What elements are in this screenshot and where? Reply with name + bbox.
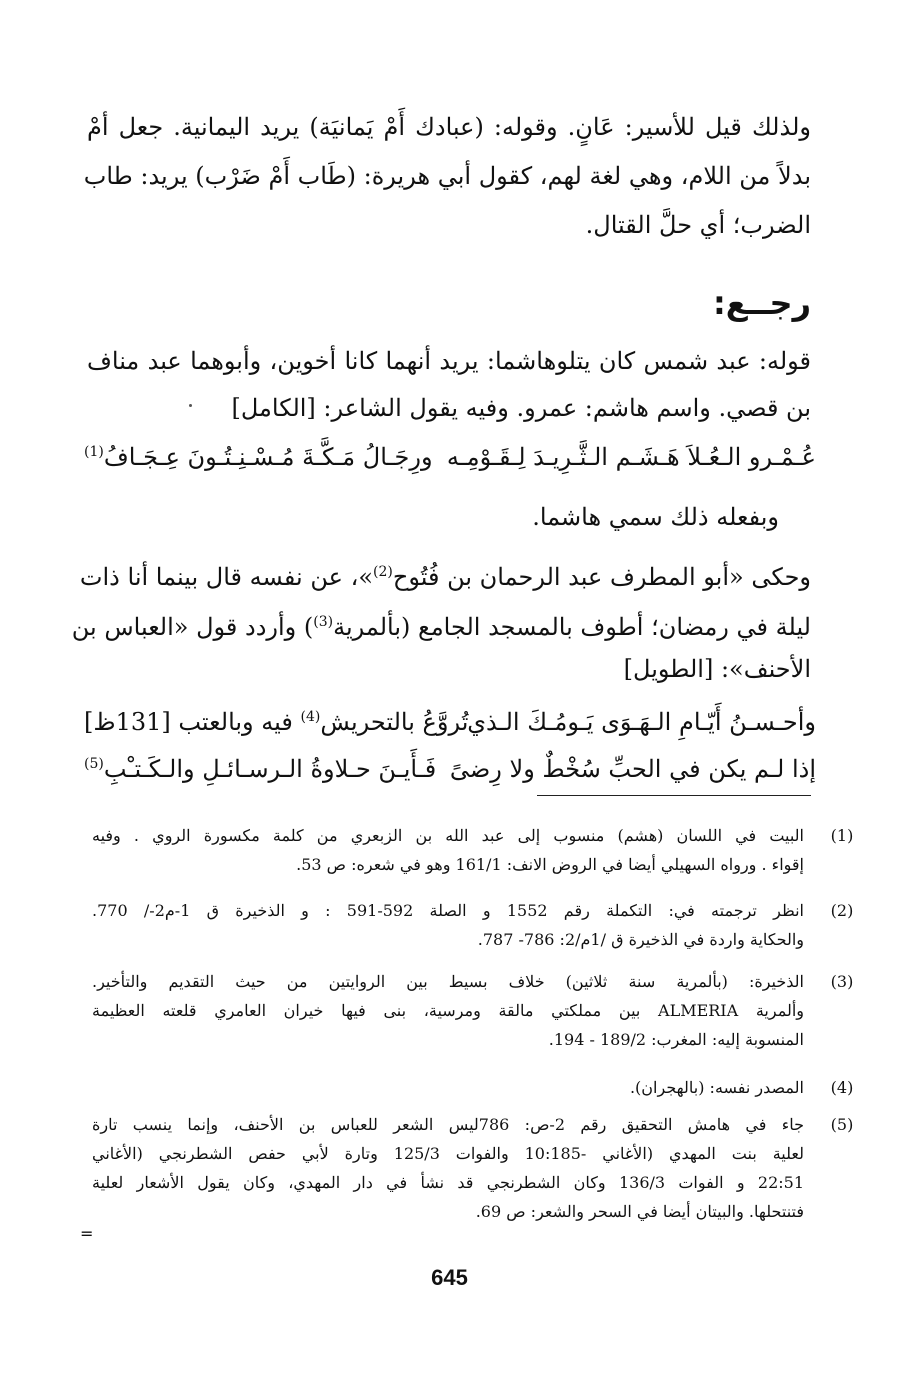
verse-1 [84, 438, 816, 476]
footnote-5-number: (5) [830, 1115, 854, 1134]
paragraph-3-line-1-part-b: »، عن نفسه قال بينما أنا ذات [79, 563, 373, 591]
paragraph-3-line-2 [71, 610, 811, 644]
paragraph-3-line-1-part-a: وحكى «أبو المطرف عبد الرحمان بن فُتُوح [392, 563, 811, 591]
footnote-5-body [92, 1110, 804, 1226]
verse-3-second-text: فَـأَيـنَ حـلاوةُ الـرسـائـلِ والـكَـتـْبِ [103, 755, 437, 783]
verse-1-first-hemistich [447, 438, 816, 476]
paragraph-3-line-2-part-b: ) وأردد قول «العباس بن [71, 613, 314, 641]
footnote-2-body [92, 896, 804, 954]
verse-1-first-text: عُـمْـرو الـعُـلاَ هَـشَـم الـثَّـرِيـدَ لِـقَـوْمِـه [446, 443, 816, 471]
page-speck [189, 404, 192, 407]
footnote-3-number: (3) [830, 972, 854, 991]
verse-2-second-hemistich [84, 703, 468, 741]
footnote-1-body [92, 821, 804, 879]
footnote-5 [92, 1110, 862, 1226]
verse-3 [84, 750, 816, 788]
verse-1-second-text: ورِجَـالُ مَـكَّـةَ مُـسْـنِـتُـونَ عِـجَـافُ [103, 443, 433, 471]
footnote-2-line-2: والحكاية واردة في الذخيرة ق /1م/2: 786- 787. [477, 930, 804, 949]
verse-3-first-hemistich [450, 750, 816, 788]
footnote-1-line-2: إقواء . ورواه السهيلي أيضا في الروض الانف: 161/1 وهو في شعره: ص 53. [296, 855, 804, 874]
paragraph-3-line-2-part-a: ليلة في رمضان؛ أطوف بالمسجد الجامع (بألمرية [333, 613, 811, 641]
footnote-2-number: (2) [830, 901, 854, 920]
footnote-ref-4: (4) [300, 709, 321, 725]
page-number: 645 [431, 1265, 468, 1290]
verse-2 [84, 703, 816, 741]
footnote-ref-3: (3) [313, 614, 334, 630]
footnote-4-number: (4) [830, 1078, 854, 1097]
footnote-5-line-3: 22:51 و الفوات 136/3 وكان الشطرنجي قد نشأ في دار المهدي، وكان يقول الأشعار لعلية [92, 1173, 804, 1192]
verse-3-first-text: إذا لـم يكن في الحبِّ سُخْطٌ ولا رِضىً [449, 755, 816, 783]
section-heading: رجــع: [712, 284, 811, 322]
footnote-4-line-1: المصدر نفسه: (بالهجران). [629, 1078, 804, 1097]
verse-2-first-hemistich [467, 703, 816, 741]
footnote-2-line-1: انظر ترجمته في: التكملة رقم 1552 و الصلة 592-591 : و الذخيرة ق 1-م2-/ 770. [92, 901, 804, 920]
footnote-2 [92, 896, 862, 954]
footnote-3-line-2: وألمرية ALMERIA بين مملكتي مالقة ومرسية، بنى فيها خيران العامري قلعته العظيمة [92, 1001, 804, 1020]
continuation-mark: = [80, 1224, 94, 1243]
footnote-3-line-1: الذخيرة: (بألمرية سنة ثلاثين) خلاف بسيط بين الروايتين من حيث التقديم والتأخير. [92, 972, 804, 991]
footnote-4-body [92, 1073, 804, 1102]
footnote-5-line-1: جاء في هامش التحقيق رقم 2-ص: 786ليس الشعر للعباس بن الأحنف، وإنما ينسب تارة [92, 1115, 804, 1134]
paragraph-2-line-2: بن قصي. واسم هاشم: عمرو. وفيه يقول الشاعر: [الكامل] [231, 394, 811, 422]
footnote-5-line-4: فتنتحلها. والبيتان أيضا في السحر والشعر: ص 69. [475, 1202, 804, 1221]
after-verse-1-line: وبفعله ذلك سمي هاشما. [532, 503, 779, 531]
verse-2-second-text-a: تُروَّعُ بالتحريش [320, 708, 469, 736]
footnote-5-line-2: لعلية بنت المهدي (الأغاني -10:185 والفوات 125/3 وتارة لأبي حفص الشطرنجي (الأغاني [92, 1144, 804, 1163]
footnote-4 [92, 1073, 862, 1102]
footnote-3-body [92, 967, 804, 1054]
footnote-3-line-3: المنسوبة إليه: المغرب: 189/2 - 194. [548, 1030, 804, 1049]
footnote-1-line-1: البيت في اللسان (هشم) منسوب إلى عبد الله بن الزبعري من كلمة مكسورة الروي . وفيه [92, 826, 804, 845]
paragraph-1-line-3: الضرب؛ أي حلَّ القتال. [585, 211, 811, 239]
verse-1-second-hemistich [84, 438, 433, 476]
paragraph-3-line-3: الأحنف»: [الطويل] [623, 655, 811, 683]
verse-3-second-hemistich [84, 750, 436, 788]
paragraph-1-line-2: بدلاً من اللام، وهي لغة لهم، كقول أبي هريرة: (طَاب أَمْ ضَرْب) يريد: طاب [83, 162, 811, 190]
footnote-3 [92, 967, 862, 1054]
paragraph-3-line-1 [79, 560, 811, 594]
footnote-1 [92, 821, 862, 879]
paragraph-2-line-1: قوله: عبد شمس كان يتلوهاشما: يريد أنهما كانا أخوين، وأبوهما عبد مناف [87, 347, 811, 375]
footnote-1-number: (1) [830, 826, 854, 845]
paragraph-1-line-1: ولذلك قيل للأسير: عَانٍ. وقوله: (عبادك أَمْ يَمانيَة) يريد اليمانية. جعل أمْ [87, 113, 811, 141]
footnote-ref-2: (2) [373, 564, 393, 580]
verse-2-second-text-b: فيه وبالعتب [131ظ] [84, 708, 301, 736]
footnote-separator [537, 795, 811, 796]
footnote-ref-5: (5) [84, 756, 104, 772]
footnote-ref-1: (1) [84, 444, 104, 460]
verse-2-first-text: وأحـسـنُ أَيّـامِ الـهَـوَى يَـومُـكَ الـذي [467, 708, 816, 736]
